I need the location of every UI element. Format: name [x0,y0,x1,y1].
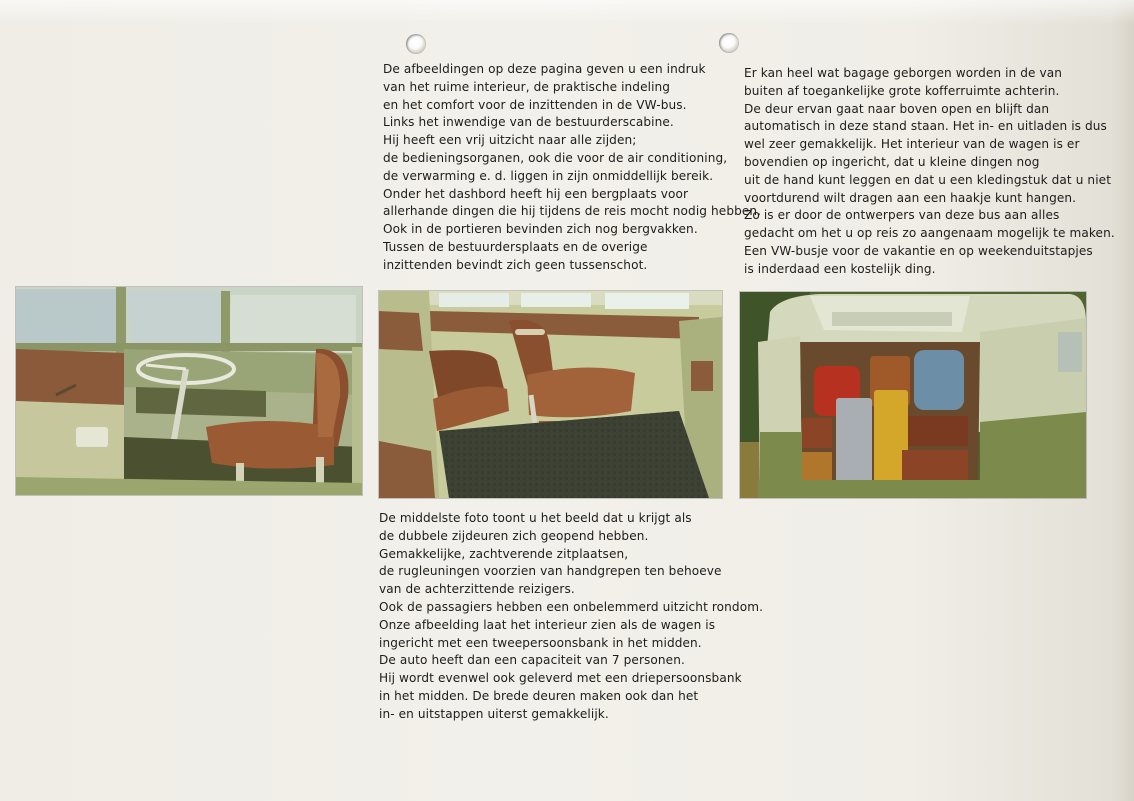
text-line: in- en uitstappen uiterst gemakkelijk. [379,706,609,721]
text-line: De middelste foto toont u het beeld dat u krijgt als [379,511,692,525]
text-line: de dubbele zijdeuren zich geopend hebben. [379,528,649,543]
text-line: Zo is er door de ontwerpers van deze bus aan alles [744,208,1060,223]
text-block-luggage-description [744,65,1115,279]
text-line: buiten af toegankelijke grote kofferruimte achterin. [744,83,1060,98]
text-line: De auto heeft dan een capaciteit van 7 personen. [379,653,685,668]
text-line: Links het inwendige van de bestuurderscabine. [383,115,674,130]
text-line: gedacht om het u op reis zo aangenaam mogelijk te maken. [744,226,1115,241]
text-line: de verwarming e. d. liggen in zijn onmiddellijk bereik. [383,168,714,183]
text-line: De afbeeldingen op deze pagina geven u een indruk [383,62,706,76]
text-line: Ook in de portieren bevinden zich nog bergvakken. [383,222,698,237]
photo-driver-cab-illustration [16,287,362,495]
text-block-cab-description [383,61,761,275]
text-line: en het comfort voor de inzittenden in de VW-bus. [383,97,687,112]
text-line: in het midden. De brede deuren maken ook dan het [379,688,699,703]
photo-rear-luggage-illustration [740,292,1086,498]
text-line: van de achterzittende reizigers. [379,582,575,597]
text-line: Tussen de bestuurdersplaats en de overige [383,239,648,254]
text-line: Onze afbeelding laat het interieur zien als de wagen is [379,617,716,632]
page-edge [0,0,1134,24]
text-line: de bedieningsorganen, ook die voor de air conditioning, [383,150,728,165]
punch-hole-left [406,34,426,54]
text-line: Er kan heel wat bagage geborgen worden in de van [744,66,1063,80]
text-line: uit de hand kunt leggen en dat u een kledingstuk dat u niet [744,172,1112,187]
punch-hole-right [719,33,739,53]
text-line: wel zeer gemakkelijk. Het interieur van de wagen is er [744,137,1080,152]
text-line: Hij wordt evenwel ook geleverd met een driepersoonsbank [379,671,742,686]
text-line: voortdurend wilt dragen aan een haakje kunt hangen. [744,190,1077,205]
photo-driver-cab [16,287,362,495]
photo-passenger-interior [379,291,722,498]
text-line: is inderdaad een kostelijk ding. [744,261,936,276]
text-line: Onder het dashbord heeft hij een bergplaats voor [383,186,689,201]
text-line: bovendien op ingericht, dat u kleine dingen nog [744,154,1040,169]
text-line: Hij heeft een vrij uitzicht naar alle zijden; [383,133,637,148]
text-line: ingericht met een tweepersoonsbank in het midden. [379,635,702,650]
text-line: allerhande dingen die hij tijdens de reis mocht nodig hebben. [383,204,762,219]
text-line: van het ruime interieur, de praktische indeling [383,79,671,94]
text-line: de rugleuningen voorzien van handgrepen ten behoeve [379,564,722,579]
text-line: Een VW-busje voor de vakantie en op weekenduitstapjes [744,243,1093,258]
photo-rear-luggage [740,292,1086,498]
text-line: Gemakkelijke, zachtverende zitplaatsen, [379,546,629,561]
text-line: De deur ervan gaat naar boven open en blijft dan [744,101,1050,116]
text-block-interior-description [379,510,763,724]
text-line: automatisch in deze stand staan. Het in- en uitladen is dus [744,119,1107,134]
photo-passenger-interior-illustration [379,291,722,498]
text-line: inzittenden bevindt zich geen tussenschot. [383,257,648,272]
text-line: Ook de passagiers hebben een onbelemmerd uitzicht rondom. [379,599,764,614]
